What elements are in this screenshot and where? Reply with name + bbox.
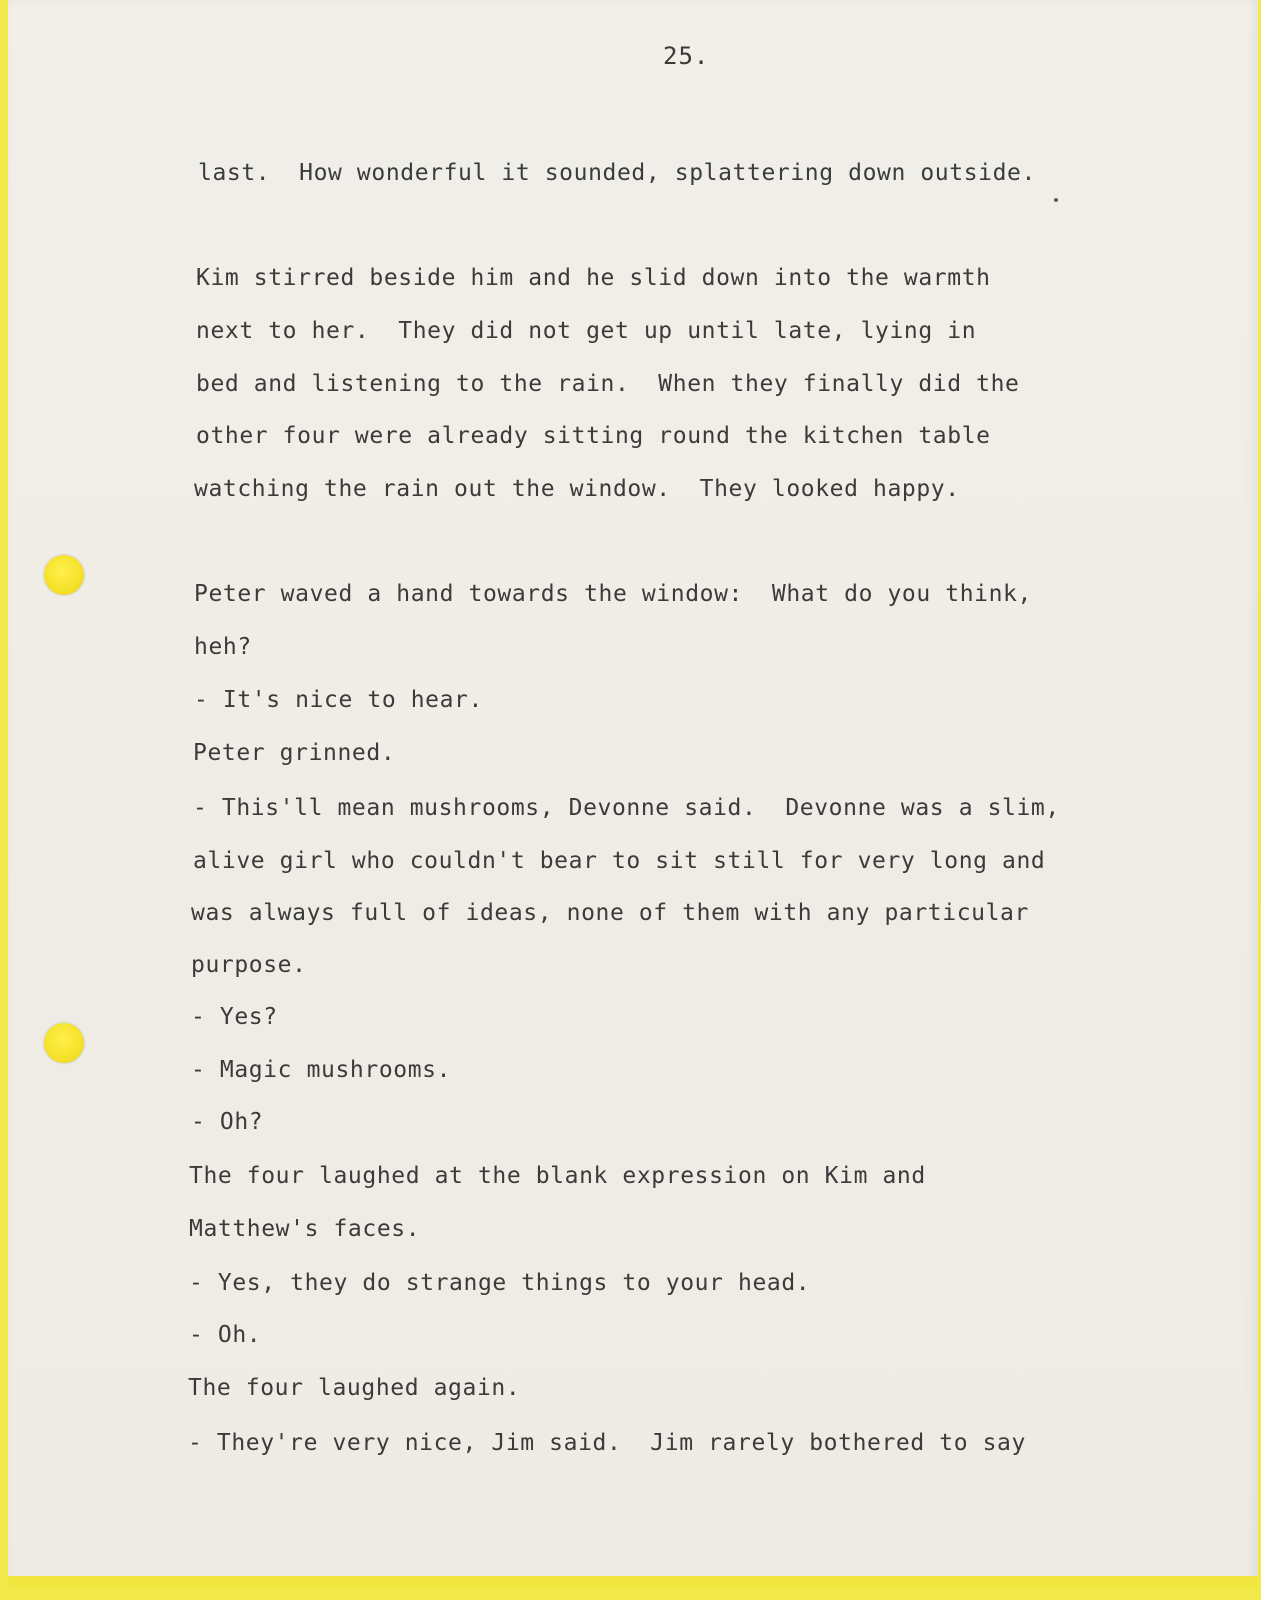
punch-hole-bottom	[44, 1023, 84, 1063]
text-line-1: last. How wonderful it sounded, splattering down outside.	[198, 160, 1036, 186]
text-line-19: Matthew's faces.	[189, 1216, 421, 1242]
text-line-14: purpose.	[191, 952, 307, 978]
paper-speck	[1054, 198, 1058, 202]
text-line-16: - Magic mushrooms.	[191, 1057, 452, 1083]
text-line-20: - Yes, they do strange things to your head.	[189, 1270, 811, 1296]
text-line-10: Peter grinned.	[193, 740, 396, 766]
typewritten-page	[8, 0, 1258, 1588]
text-line-5: other four were already sitting round the kitchen table	[196, 423, 991, 449]
text-line-7: Peter waved a hand towards the window: What do you think,	[194, 581, 1032, 607]
text-line-2: Kim stirred beside him and he slid down into the warmth	[196, 265, 991, 291]
text-line-6: watching the rain out the window. They looked happy.	[194, 476, 960, 502]
text-line-23: - They're very nice, Jim said. Jim rarely bothered to say	[188, 1430, 1026, 1456]
page-number: 25.	[663, 42, 710, 70]
text-line-17: - Oh?	[191, 1109, 264, 1135]
text-line-21: - Oh.	[189, 1322, 262, 1348]
text-line-12: alive girl who couldn't bear to sit still for very long and	[193, 848, 1046, 874]
text-line-3: next to her. They did not get up until late, lying in	[196, 318, 977, 344]
text-line-8: heh?	[194, 634, 252, 660]
punch-hole-top	[44, 555, 84, 595]
text-line-9: - It's nice to hear.	[194, 687, 483, 713]
text-line-4: bed and listening to the rain. When they finally did the	[196, 371, 1020, 397]
text-line-11: - This'll mean mushrooms, Devonne said. Devonne was a slim,	[193, 795, 1060, 821]
text-line-13: was always full of ideas, none of them with any particular	[191, 900, 1029, 926]
text-line-22: The four laughed again.	[188, 1375, 521, 1401]
binder-edge-bottom	[8, 1576, 1258, 1588]
text-line-15: - Yes?	[191, 1004, 278, 1030]
text-line-18: The four laughed at the blank expression on Kim and	[189, 1163, 926, 1189]
